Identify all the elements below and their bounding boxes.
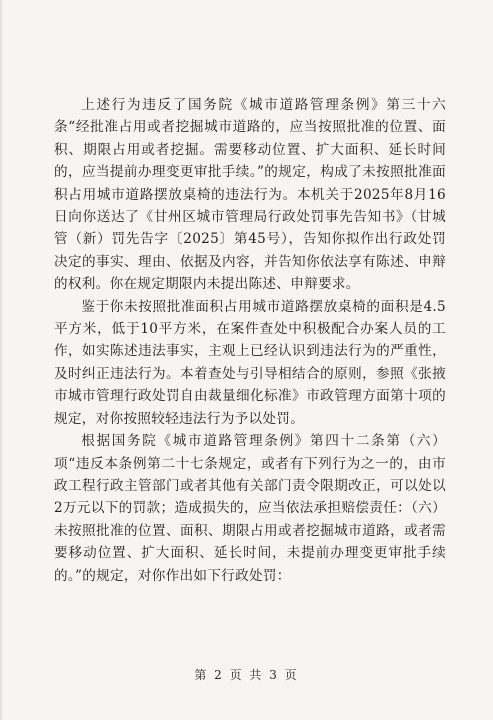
paragraph-legal-basis: 根据国务院《城市道路管理条例》第四十二条第（六）项“违反本条例第二十七条规定，或者有下列行为之一的，由市政工程行政主管部门或者其他有关部门责令限期改正，可以处以2万元以下的罚款；造成损失的，应当依法承担赔偿责任：（六）未按照批准的位置、面积、期限占用或者挖掘城市道路，或者需要移动位置、扩大面积、延长时间，未提前办理变更审批手续的。”的规定，对你作出如下行政处罚： [54, 433, 446, 584]
page-number-footer: 第 2 页 共 3 页 [194, 668, 299, 682]
paragraph-violation: 上述行为违反了国务院《城市道路管理条例》第三十六条“经批准占用或者挖掘城市道路的，应当按照批准的位置、面积、期限占用或者挖掘。需要移动位置、扩大面积、延长时间的，应当提前办理变更审批手续。”的规定，构成了未按照批准面积占用城市道路摆放桌椅的违法行为。本机关于2025年8月16日向你送达了《甘州区城市管理局行政处罚事先告知书》（甘城管（新）罚先告字〔2025〕第45号），告知你拟作出行政处罚决定的事实、理由、依据及内容，并告知你依法享有陈述、申辩的权利。你在规定期限内未提出陈述、申辩要求。 [54, 97, 446, 293]
scan-edge-shadow [0, 0, 3, 720]
document-body [54, 94, 446, 587]
paragraph-mitigation: 鉴于你未按照批准面积占用城市道路摆放桌椅的面积是4.5平方米，低于10平方米，在案件查处中积极配合办案人员的工作，如实陈述违法事实，主观上已经认识到违法行为的严重性，及时纠正违法行为。本着查处与引导相结合的原则，参照《张掖市城市管理行政处罚自由裁量细化标准》市政管理方面第十项的规定，对你按照较轻违法行为予以处罚。 [54, 298, 446, 427]
